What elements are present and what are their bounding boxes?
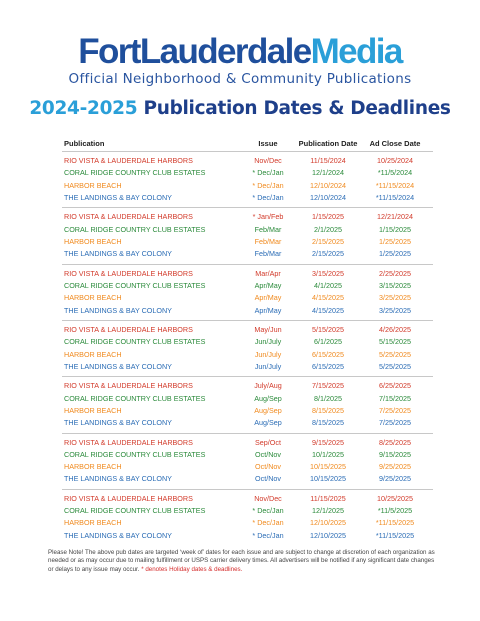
publication-date-cell: 3/15/2025 [312,268,344,278]
publication-cell: THE LANDINGS & BAY COLONY [64,192,172,202]
table-row [0,193,480,206]
publication-cell: CORAL RIDGE COUNTRY CLUB ESTATES [64,224,206,234]
publication-cell: THE LANDINGS & BAY COLONY [64,305,172,315]
ad-close-date-cell: 9/15/2025 [379,449,411,459]
publication-date-cell: 12/10/2024 [310,180,346,190]
issue-cell: May/Jun [254,324,282,334]
publication-date-cell: 12/1/2025 [312,506,344,516]
publication-cell: HARBOR BEACH [64,462,122,472]
table-row [0,438,480,451]
publication-cell: HARBOR BEACH [64,180,122,190]
divider [62,207,433,208]
publication-cell: RIO VISTA & LAUDERDALE HARBORS [64,324,193,334]
table-row [0,168,480,181]
publication-cell: HARBOR BEACH [64,405,122,415]
ad-close-date-cell: 3/25/2025 [379,305,411,315]
table-row [0,212,480,225]
issue-cell: Apr/May [254,293,282,303]
table-row [0,181,480,194]
publication-cell: CORAL RIDGE COUNTRY CLUB ESTATES [64,506,206,516]
title-text: Publication Dates & Deadlines [137,98,451,119]
publication-cell: RIO VISTA & LAUDERDALE HARBORS [64,212,193,222]
publication-cell: HARBOR BEACH [64,349,122,359]
issue-cell: * Dec/Jan [252,506,284,516]
publication-date-cell: 8/15/2025 [312,405,344,415]
publication-date-cell: 2/15/2025 [312,249,344,259]
table-row [0,506,480,519]
ad-close-date-cell: *11/15/2024 [375,180,415,190]
publication-cell: THE LANDINGS & BAY COLONY [64,249,172,259]
issue-cell: Nov/Dec [254,493,282,503]
ad-close-date-cell: 9/25/2025 [379,474,411,484]
issue-cell: Aug/Sep [254,405,282,415]
issue-cell: * Dec/Jan [252,192,284,202]
ad-close-date-cell: 7/25/2025 [379,418,411,428]
column-header-ad-close-date: Ad Close Date [369,139,421,148]
footnote-text: Please Note! The above pub dates are targeted ‘week of’ dates for each issue and are subject to change at discretion of each organization as needed or as may occur due to mailing fulfillment or USPS carrier delivery times. All advertisers will be notified if any significant date changes or delays to any issue may occur. [48,549,435,573]
table-row [0,418,480,431]
table-row [0,362,480,375]
table-row [0,450,480,463]
issue-cell: Jun/July [254,349,282,359]
issue-cell: Apr/May [254,305,282,315]
publication-date-cell: 12/10/2024 [310,192,346,202]
ad-close-date-cell: *11/5/2025 [377,506,413,516]
publication-date-cell: 4/15/2025 [312,293,344,303]
table-row [0,325,480,338]
ad-close-date-cell: 1/25/2025 [379,236,411,246]
ad-close-date-cell: 4/26/2025 [379,324,411,334]
publication-cell: THE LANDINGS & BAY COLONY [64,418,172,428]
publication-cell: CORAL RIDGE COUNTRY CLUB ESTATES [64,168,206,178]
logo-part-1: FortLauderdale [78,32,311,71]
brand-logo [0,32,480,72]
publication-date-cell: 10/15/2025 [310,462,346,472]
issue-cell: * Jan/Feb [252,212,284,222]
issue-cell: * Dec/Jan [252,518,284,528]
ad-close-date-cell: 10/25/2025 [377,493,413,503]
publication-cell: THE LANDINGS & BAY COLONY [64,474,172,484]
ad-close-date-cell: 8/25/2025 [379,437,411,447]
table-row [0,237,480,250]
ad-close-date-cell: *11/15/2025 [375,518,415,528]
publication-date-cell: 10/15/2025 [310,474,346,484]
publication-date-cell: 9/15/2025 [312,437,344,447]
issue-cell: Feb/Mar [254,236,282,246]
divider [62,320,433,321]
ad-close-date-cell: 1/25/2025 [379,249,411,259]
publication-cell: CORAL RIDGE COUNTRY CLUB ESTATES [64,280,206,290]
publication-date-cell: 2/15/2025 [312,236,344,246]
ad-close-date-cell: *11/15/2024 [375,192,415,202]
publication-cell: CORAL RIDGE COUNTRY CLUB ESTATES [64,449,206,459]
issue-cell: Nov/Dec [254,156,282,165]
issue-cell: Sep/Oct [255,437,281,447]
issue-cell: Feb/Mar [254,224,282,234]
column-header-publication: Publication [64,139,105,148]
ad-close-date-cell: 1/15/2025 [379,224,411,234]
divider [62,376,433,377]
table-row [0,306,480,319]
issue-cell: Mar/Apr [255,268,281,278]
ad-close-date-cell: 12/21/2024 [377,212,413,222]
publication-cell: RIO VISTA & LAUDERDALE HARBORS [64,437,193,447]
publication-date-cell: 10/1/2025 [312,449,344,459]
publication-cell: RIO VISTA & LAUDERDALE HARBORS [64,381,193,391]
table-row [0,494,480,507]
table-row [0,281,480,294]
ad-close-date-cell: 5/25/2025 [379,361,411,371]
table-row [0,518,480,531]
publication-cell: RIO VISTA & LAUDERDALE HARBORS [64,156,193,165]
footnote [48,549,440,574]
issue-cell: Oct/Nov [255,474,281,484]
ad-close-date-cell: 7/15/2025 [379,393,411,403]
subtitle: Official Neighborhood & Community Publications [68,71,412,87]
publication-cell: HARBOR BEACH [64,518,122,528]
publication-date-cell: 11/15/2024 [310,156,346,165]
issue-cell: * Dec/Jan [252,180,284,190]
publication-date-cell: 6/1/2025 [314,337,342,347]
table-row [0,474,480,487]
publication-cell: RIO VISTA & LAUDERDALE HARBORS [64,493,193,503]
issue-cell: Feb/Mar [254,249,282,259]
table-row [0,156,480,169]
logo-part-2: Media [310,32,402,71]
publication-date-cell: 12/10/2025 [310,530,346,540]
publication-date-cell: 8/1/2025 [314,393,342,403]
publication-date-cell: 5/15/2025 [312,324,344,334]
publication-date-cell: 4/15/2025 [312,305,344,315]
publication-date-cell: 6/15/2025 [312,349,344,359]
publication-cell: THE LANDINGS & BAY COLONY [64,530,172,540]
table-row [0,406,480,419]
table-row [0,225,480,238]
issue-cell: * Dec/Jan [252,168,284,178]
table-row [0,269,480,282]
table-row [0,462,480,475]
publication-date-cell: 2/1/2025 [314,224,342,234]
issue-cell: Oct/Nov [255,449,281,459]
column-header-issue: Issue [258,139,278,148]
divider [62,264,433,265]
divider [62,489,433,490]
ad-close-date-cell: 5/25/2025 [379,349,411,359]
publication-cell: HARBOR BEACH [64,236,122,246]
page-title [0,98,480,119]
issue-cell: Jun/July [254,337,282,347]
table-row [0,531,480,544]
ad-close-date-cell: 7/25/2025 [379,405,411,415]
publication-cell: RIO VISTA & LAUDERDALE HARBORS [64,268,193,278]
ad-close-date-cell: 10/25/2024 [377,156,413,165]
column-header-publication-date: Publication Date [298,139,358,148]
table-row [0,394,480,407]
publication-date-cell: 12/1/2024 [312,168,344,178]
ad-close-date-cell: *11/5/2024 [377,168,413,178]
issue-cell: Aug/Sep [254,393,282,403]
ad-close-date-cell: 9/25/2025 [379,462,411,472]
publication-cell: CORAL RIDGE COUNTRY CLUB ESTATES [64,337,206,347]
publication-date-cell: 8/15/2025 [312,418,344,428]
ad-close-date-cell: 3/15/2025 [379,280,411,290]
divider [62,433,433,434]
ad-close-date-cell: 6/25/2025 [379,381,411,391]
ad-close-date-cell: 3/25/2025 [379,293,411,303]
table-row [0,381,480,394]
table-row [0,337,480,350]
publication-cell: CORAL RIDGE COUNTRY CLUB ESTATES [64,393,206,403]
issue-cell: Aug/Sep [254,418,282,428]
issue-cell: Jun/July [254,361,282,371]
title-years: 2024-2025 [29,98,138,119]
publication-date-cell: 7/15/2025 [312,381,344,391]
issue-cell: Oct/Nov [255,462,281,472]
ad-close-date-cell: 2/25/2025 [379,268,411,278]
publication-date-cell: 6/15/2025 [312,361,344,371]
ad-close-date-cell: 5/15/2025 [379,337,411,347]
publication-cell: THE LANDINGS & BAY COLONY [64,361,172,371]
divider [62,151,433,152]
table-row [0,293,480,306]
table-row [0,350,480,363]
publication-date-cell: 11/15/2025 [310,493,346,503]
holiday-note: * denotes Holiday dates & deadlines. [141,565,243,573]
issue-cell: July/Aug [254,381,282,391]
publication-date-cell: 4/1/2025 [314,280,342,290]
issue-cell: * Dec/Jan [252,530,284,540]
table-row [0,249,480,262]
publication-cell: HARBOR BEACH [64,293,122,303]
publication-date-cell: 1/15/2025 [312,212,344,222]
publication-date-cell: 12/10/2025 [310,518,346,528]
issue-cell: Apr/May [254,280,282,290]
ad-close-date-cell: *11/15/2025 [375,530,415,540]
